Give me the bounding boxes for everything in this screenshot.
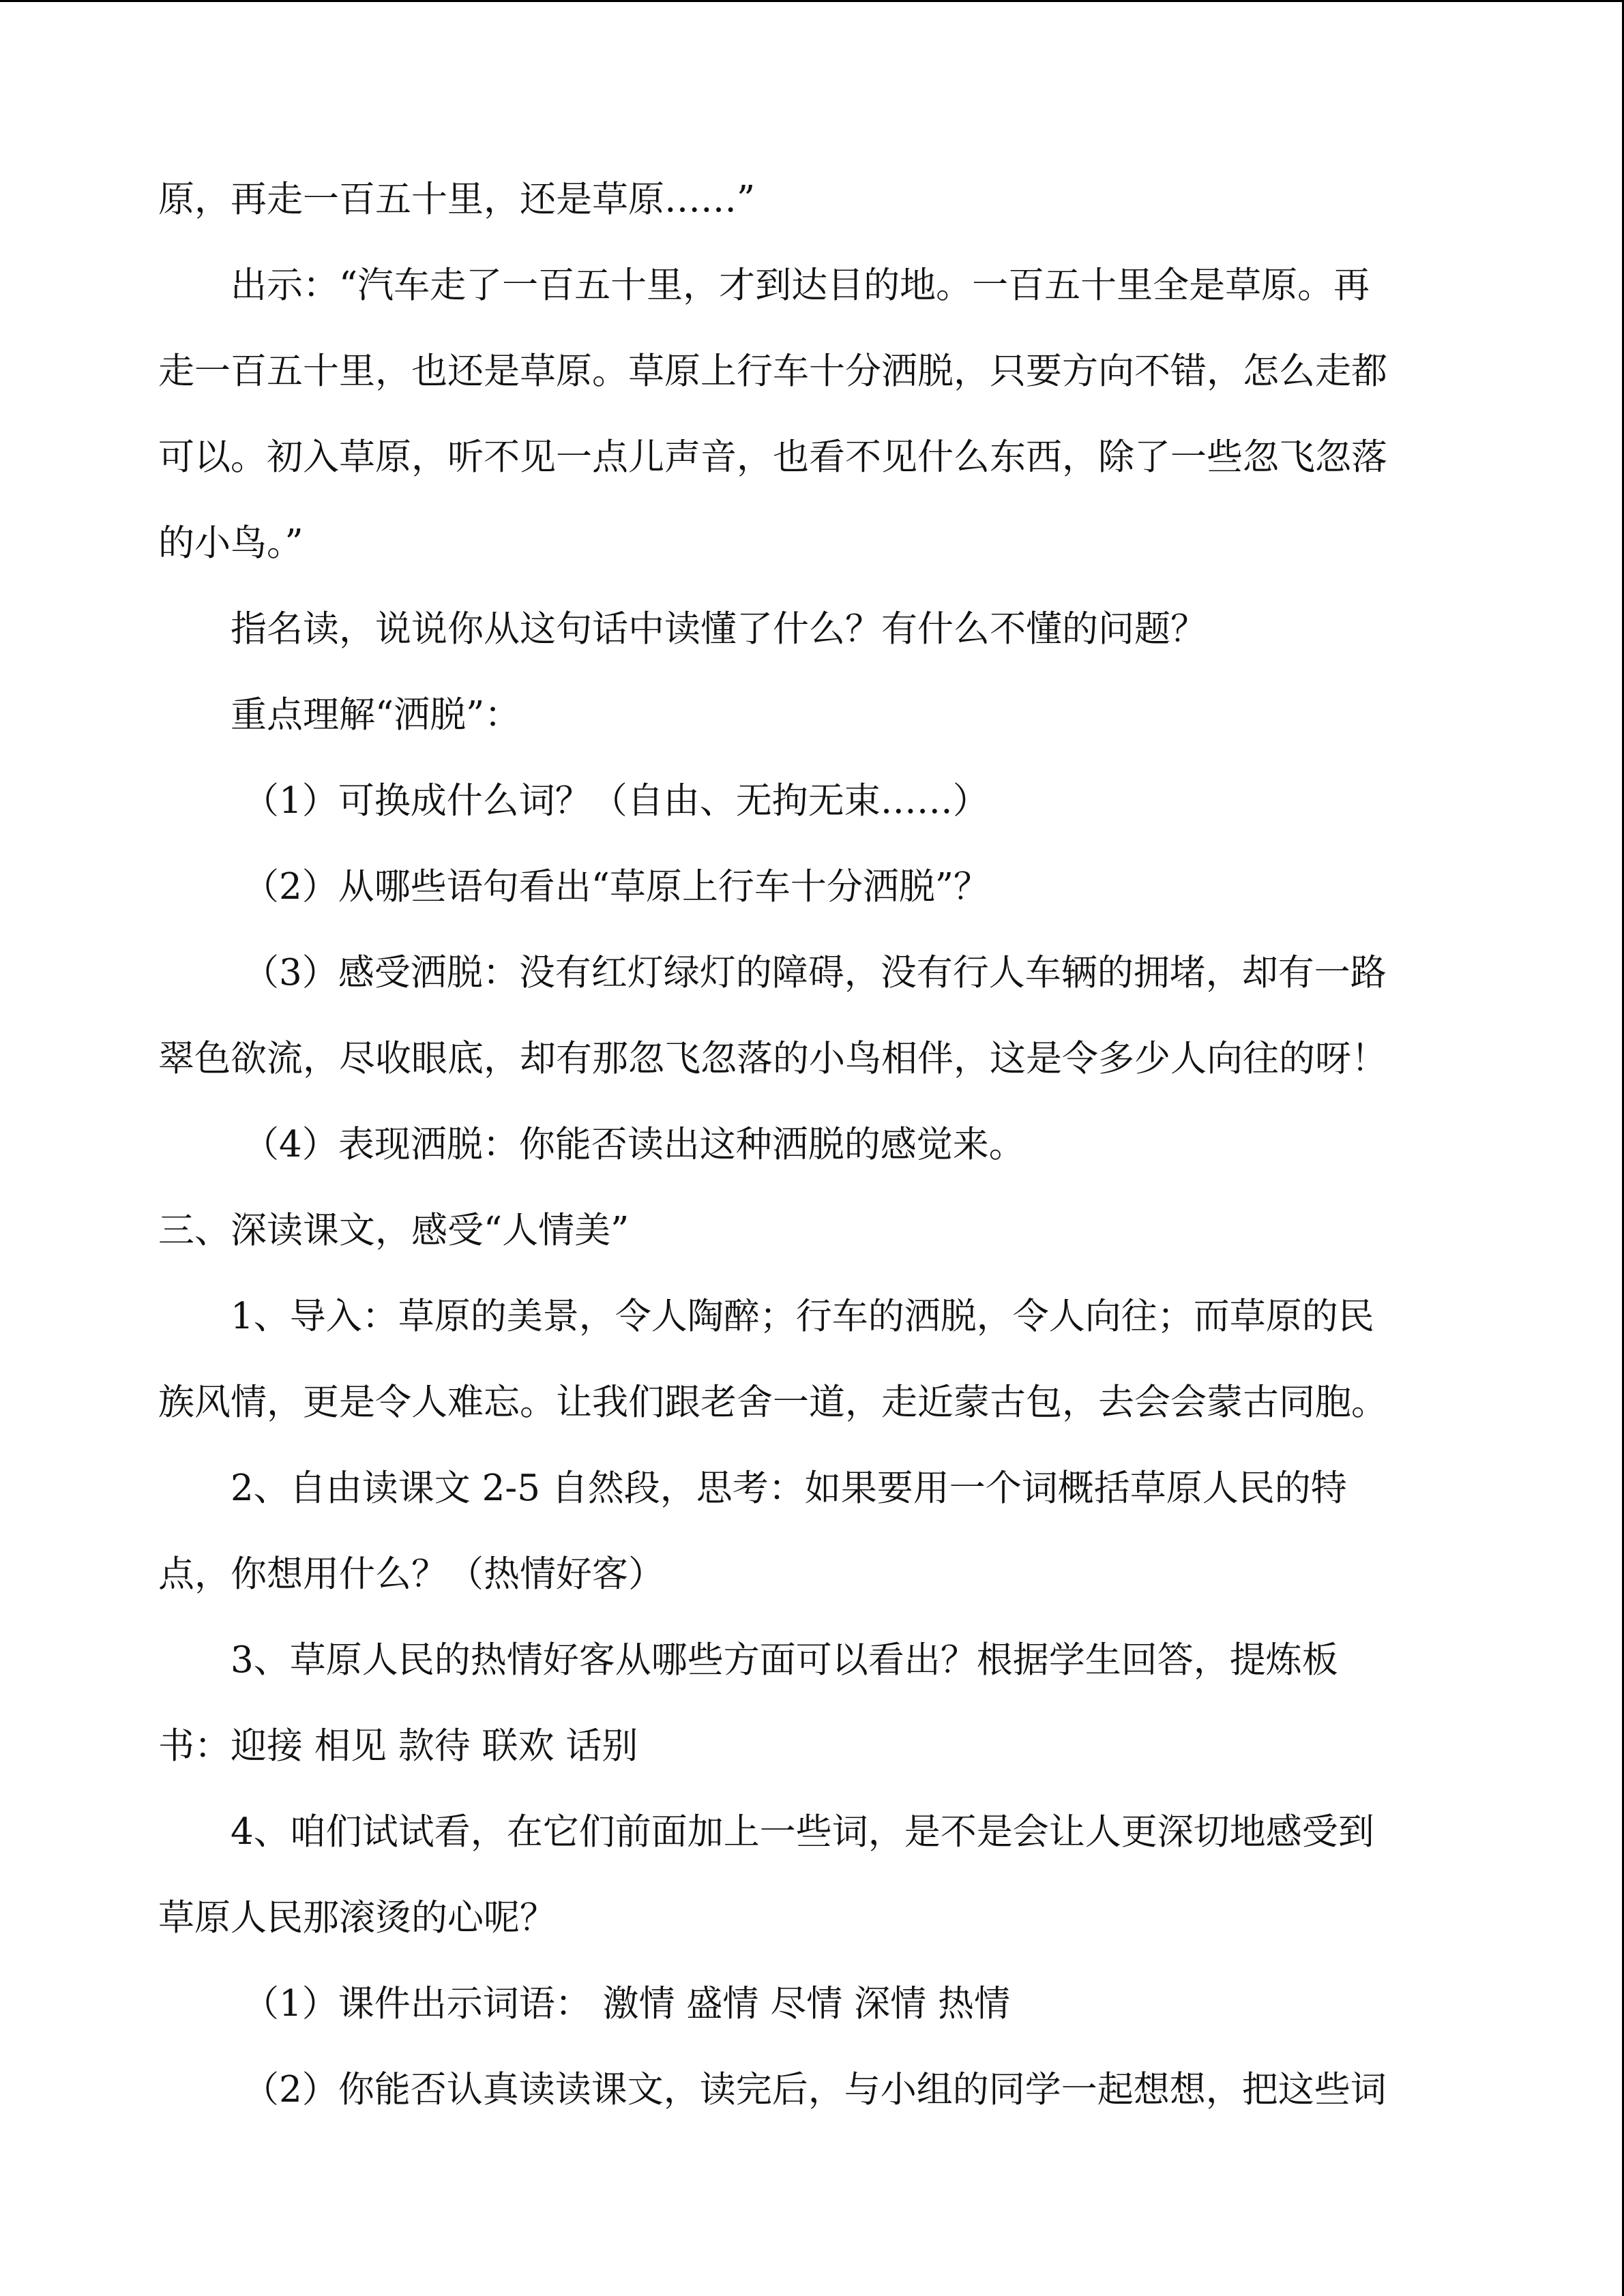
line-2: 出示：“汽车走了一百五十里，才到达目的地。一百五十里全是草原。再: [231, 265, 1370, 306]
line-23: （2）你能否认真读读课文，读完后，与小组的同学一起想想，把这些词: [243, 2069, 1387, 2111]
page-top-border: [0, 0, 1624, 2]
line-1: 原，再走一百五十里，还是草原……”: [158, 179, 756, 220]
line-6: 指名读，说说你从这句话中读懂了什么？有什么不懂的问题？: [231, 608, 1207, 650]
line-7: 重点理解“洒脱”：: [231, 694, 521, 736]
line-3: 走一百五十里，也还是草原。草原上行车十分洒脱，只要方向不错，怎么走都: [158, 351, 1387, 392]
line-5: 的小鸟。”: [158, 522, 304, 564]
line-4: 可以。初入草原，听不见一点儿声音，也看不见什么东西，除了一些忽飞忽落: [158, 436, 1387, 478]
line-9: （2）从哪些语句看出“草原上行车十分洒脱”？: [243, 866, 990, 908]
line-8: （1）可换成什么词？（自由、无拘无束……）: [243, 780, 989, 822]
line-22: （1）课件出示词语： 激情 盛情 尽情 深情 热情: [243, 1983, 1010, 2025]
line-18: 3、草原人民的热情好客从哪些方面可以看出？根据学生回答，提炼板: [231, 1639, 1338, 1681]
line-19: 书：迎接 相见 款待 联欢 话别: [158, 1725, 638, 1767]
line-16: 2、自由读课文 2-5 自然段，思考：如果要用一个词概括草原人民的特: [231, 1467, 1347, 1509]
line-21: 草原人民那滚烫的心呢？: [158, 1897, 556, 1939]
line-17: 点，你想用什么？（热情好客）: [158, 1553, 664, 1595]
line-12: （4）表现洒脱：你能否读出这种洒脱的感觉来。: [243, 1124, 1025, 1165]
line-20: 4、咱们试试看，在它们前面加上一些词，是不是会让人更深切地感受到: [231, 1811, 1374, 1853]
section-heading: 三、深读课文，感受“人情美”: [158, 1210, 630, 1251]
line-10: （3）感受洒脱：没有红灯绿灯的障碍，没有行人车辆的拥堵，却有一路: [243, 952, 1387, 994]
line-15: 族风情，更是令人难忘。让我们跟老舍一道，走近蒙古包，去会会蒙古同胞。: [158, 1382, 1387, 1423]
line-11: 翠色欲流，尽收眼底，却有那忽飞忽落的小鸟相伴，这是令多少人向往的呀！: [158, 1038, 1387, 1079]
line-14: 1、导入：草原的美景，令人陶醉；行车的洒脱，令人向往；而草原的民: [231, 1296, 1374, 1337]
document-body: [158, 157, 1468, 2133]
